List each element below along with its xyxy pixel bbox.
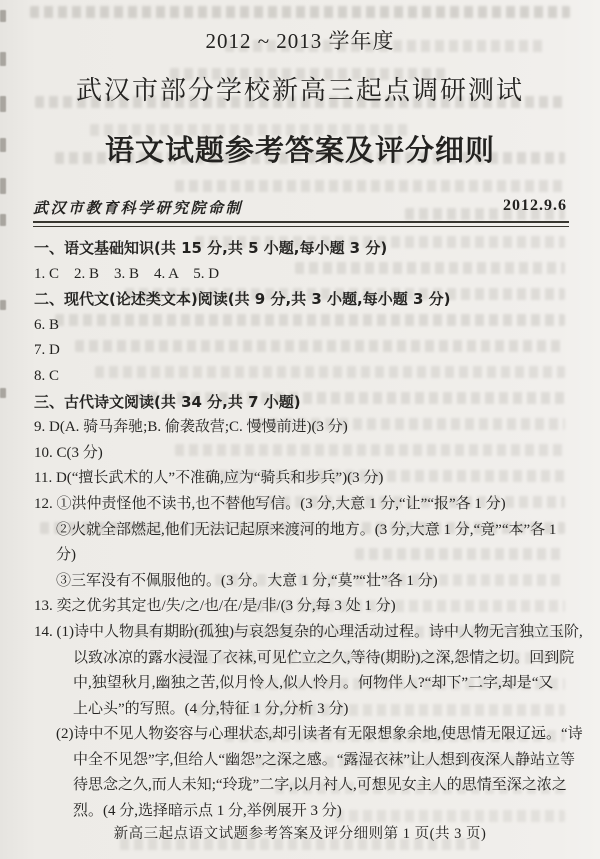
- answer-line: 分): [56, 547, 76, 564]
- answer-line: 7. D: [34, 342, 60, 359]
- page-footer: 新高三起点语文试题参考答案及评分细则第 1 页(共 3 页): [113, 826, 487, 842]
- answer-line: 6. B: [34, 316, 60, 333]
- answer-line: 1. C 2. B 3. B 4. A 5. D: [34, 265, 220, 282]
- document-title: 语文试题参考答案及评分细则: [104, 133, 495, 167]
- answer-line: 14. (1)诗中人物具有期盼(孤独)与哀怨复杂的心理活动过程。诗中人物无言独立玉阶,: [34, 623, 583, 640]
- answer-line: ②火就全部燃起,他们无法记起原来渡河的地方。(3 分,大意 1 分,“竟”“本”各 1: [56, 521, 557, 538]
- answer-line: 待思念之久,而人未知;“玲珑”二字,以月衬人,可想见女主人的思情至深之浓之: [73, 777, 567, 794]
- scan-edge-artifact: [0, 214, 6, 226]
- answer-line: 12. ①洪仲责怪他不读书,也不替他写信。(3 分,大意 1 分,“让”“报”各 1 分): [34, 495, 506, 512]
- answer-body: [0, 236, 600, 825]
- answer-line: (2)诗中不见人物姿容与心理状态,却引读者有无限想象余地,使思情无限辽远。“诗: [56, 726, 583, 743]
- section-heading: 三、古代诗文阅读(共 34 分,共 7 小题): [34, 392, 301, 411]
- issuer-label: 武汉市教育科学研究院命制: [33, 201, 244, 217]
- bleed-through-smudge: [175, 180, 565, 192]
- answer-line: 中全不见怨”字,但给人“幽怨”之深之感。“露湿衣袜”让人想到夜深人静站立等: [73, 751, 576, 768]
- answer-line: 9. D(A. 骑马奔驰;B. 偷袭敌营;C. 慢慢前进)(3 分): [34, 419, 348, 436]
- answer-line: 13. 奕之优劣其定也/失/之/也/在/是/非/(3 分,每 3 处 1 分): [34, 598, 396, 615]
- answer-line: 以致冰凉的露水浸湿了衣袜,可见伫立之久,等待(期盼)之深,怨情之切。回到院: [73, 649, 575, 666]
- school-year-title: 2012 ~ 2013 学年度: [205, 29, 395, 53]
- meta-row: [33, 197, 569, 219]
- answer-line: 中,独望秋月,幽独之苦,似月怜人,似人怜月。何物伴人?“却下”二字,却是“又: [73, 675, 554, 692]
- answer-line: ③三军没有不佩服他的。(3 分。大意 1 分,“莫”“壮”各 1 分): [56, 572, 438, 589]
- answer-line: 上心头”的写照。(4 分,特征 1 分,分析 3 分): [73, 700, 349, 717]
- issue-date: 2012.9.6: [503, 197, 567, 214]
- section-heading: 二、现代文(论述类文本)阅读(共 9 分,共 3 小题,每小题 3 分): [34, 290, 451, 309]
- double-rule-divider: [33, 221, 569, 227]
- scan-edge-artifact: [0, 10, 6, 22]
- exam-title: 武汉市部分学校新高三起点调研测试: [75, 76, 524, 105]
- bleed-through-smudge: [30, 6, 570, 18]
- answer-line: 8. C: [34, 367, 60, 384]
- answer-line: 10. C(3 分): [34, 444, 103, 461]
- section-heading: 一、语文基础知识(共 15 分,共 5 小题,每小题 3 分): [34, 239, 388, 257]
- answer-line: 11. D(“擅长武术的人”不准确,应为“骑兵和步兵”)(3 分): [34, 470, 384, 487]
- answer-line: 烈。(4 分,选择暗示点 1 分,举例展开 3 分): [73, 803, 342, 820]
- scan-edge-artifact: [0, 178, 6, 194]
